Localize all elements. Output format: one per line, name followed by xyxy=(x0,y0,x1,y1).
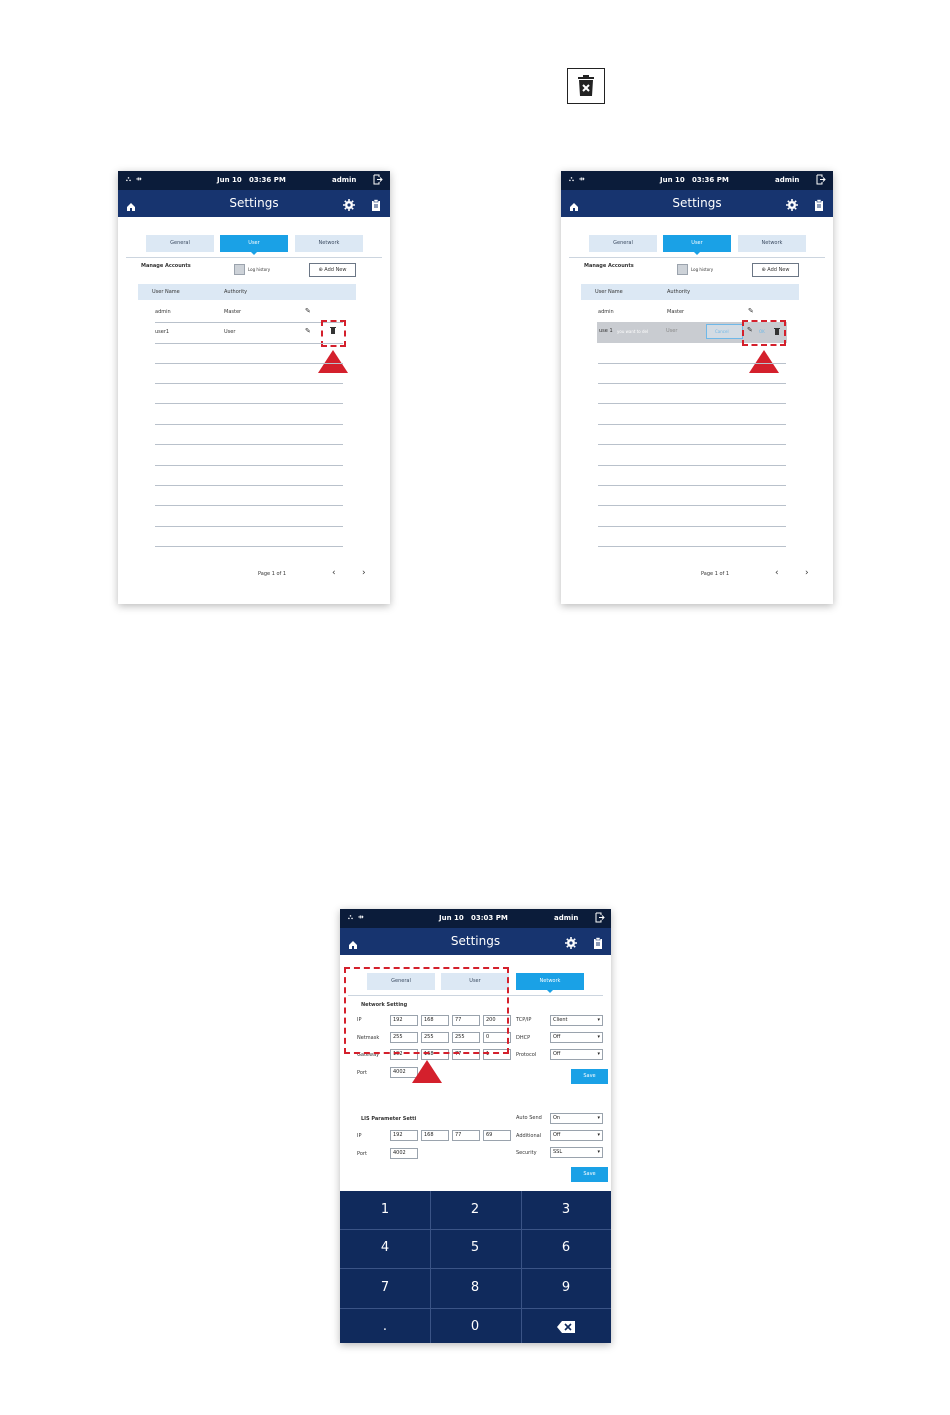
next-page-button[interactable]: › xyxy=(362,568,366,578)
gateway-field-4[interactable]: 1 xyxy=(483,1049,511,1060)
row-divider xyxy=(598,444,786,445)
tab-user[interactable]: User xyxy=(441,973,509,990)
network-icon: ⛬ xyxy=(348,913,353,921)
tcp-select[interactable]: Client ▾ xyxy=(550,1015,603,1026)
backspace-icon[interactable] xyxy=(521,1308,611,1343)
network-section-title: Network Setting xyxy=(361,1002,408,1008)
network-icon: ⛬ xyxy=(569,175,574,183)
lis-ip-field-3[interactable]: 77 xyxy=(452,1130,480,1141)
ip-field-2[interactable]: 168 xyxy=(421,1015,449,1026)
add-user-icon: ⊕ xyxy=(318,267,325,273)
usb-icon: ⇸ xyxy=(357,913,364,921)
gear-icon[interactable] xyxy=(343,196,355,215)
clipboard-icon[interactable] xyxy=(814,196,824,215)
tab-network[interactable]: Network xyxy=(516,973,584,990)
logout-icon[interactable] xyxy=(816,174,826,187)
status-date: Jun 10 xyxy=(439,914,464,922)
row-divider xyxy=(598,363,786,364)
col-authority: Authority xyxy=(667,289,691,295)
log-history-checkbox[interactable] xyxy=(234,264,245,275)
page-indicator: Page 1 of 1 xyxy=(258,571,287,577)
row-user-name: admin xyxy=(598,309,614,315)
confirm-authority: User xyxy=(666,328,678,334)
network-icon: ⛬ xyxy=(126,175,131,183)
row-authority: User xyxy=(224,329,236,335)
key-0[interactable]: 0 xyxy=(470,1319,480,1334)
lis-port-label: Port xyxy=(357,1151,367,1157)
status-bar xyxy=(561,171,833,190)
row-divider xyxy=(598,465,786,466)
row-divider xyxy=(598,485,786,486)
prev-page-button[interactable]: ‹ xyxy=(775,568,779,578)
numeric-keypad xyxy=(340,1191,611,1343)
section-title: Manage Accounts xyxy=(584,263,634,269)
netmask-field-4[interactable]: 0 xyxy=(483,1032,511,1043)
pointer-arrow xyxy=(749,350,779,373)
row-authority: Master xyxy=(224,309,242,315)
key-6[interactable]: 6 xyxy=(561,1240,571,1255)
status-bar xyxy=(340,909,611,928)
dhcp-label: DHCP xyxy=(516,1035,531,1041)
tab-general[interactable]: General xyxy=(367,973,435,990)
tab-network[interactable]: Network xyxy=(738,235,806,252)
prev-page-button[interactable]: ‹ xyxy=(332,568,336,578)
key-9[interactable]: 9 xyxy=(561,1280,571,1295)
gateway-field-3[interactable]: 77 xyxy=(452,1049,480,1060)
network-save-button[interactable]: Save xyxy=(571,1069,608,1084)
usb-icon: ⇸ xyxy=(135,175,142,183)
netmask-field-3[interactable]: 255 xyxy=(452,1032,480,1043)
netmask-field-1[interactable]: 255 xyxy=(390,1032,418,1043)
protocol-select[interactable]: Off ▾ xyxy=(550,1049,603,1060)
log-history-label: Log history xyxy=(248,267,271,272)
log-history-checkbox[interactable] xyxy=(677,264,688,275)
port-label: Port xyxy=(357,1070,367,1076)
status-user: admin xyxy=(332,176,357,184)
lis-ip-field-1[interactable]: 192 xyxy=(390,1130,418,1141)
additional-label: Additional xyxy=(516,1133,542,1139)
netmask-field-2[interactable]: 255 xyxy=(421,1032,449,1043)
status-time: 03:03 PM xyxy=(471,914,508,922)
row-divider xyxy=(598,546,786,547)
row-authority: Master xyxy=(667,309,685,315)
ip-field-4[interactable]: 200 xyxy=(483,1015,511,1026)
netmask-label: Netmask xyxy=(357,1035,380,1041)
status-user: admin xyxy=(775,176,800,184)
row-divider xyxy=(155,403,343,404)
dhcp-select[interactable]: Off ▾ xyxy=(550,1032,603,1043)
row-divider xyxy=(155,465,343,466)
row-divider xyxy=(155,343,343,344)
key-7[interactable]: 7 xyxy=(380,1280,390,1295)
key-1[interactable]: 1 xyxy=(380,1202,390,1217)
highlight-box xyxy=(344,967,509,1054)
next-page-button[interactable]: › xyxy=(805,568,809,578)
key-3[interactable]: 3 xyxy=(561,1202,571,1217)
highlight-box xyxy=(742,320,786,346)
lis-save-button[interactable]: Save xyxy=(571,1167,608,1182)
row-divider xyxy=(155,363,343,364)
protocol-label: Protocol xyxy=(516,1052,537,1058)
lis-ip-field-2[interactable]: 168 xyxy=(421,1130,449,1141)
ip-field-1[interactable]: 192 xyxy=(390,1015,418,1026)
gear-icon[interactable] xyxy=(565,934,577,953)
table-header xyxy=(138,284,356,300)
edit-icon[interactable]: ✎ xyxy=(305,327,311,335)
page-title: Settings xyxy=(229,196,279,210)
gateway-field-2[interactable]: 168 xyxy=(421,1049,449,1060)
row-divider xyxy=(155,424,343,425)
title-bar xyxy=(118,190,390,217)
edit-icon[interactable]: ✎ xyxy=(748,307,754,315)
user-delete-confirm-screen xyxy=(561,171,833,604)
port-field[interactable]: 4002 xyxy=(390,1067,418,1078)
ip-label: IP xyxy=(357,1017,362,1023)
status-user: admin xyxy=(554,914,579,922)
lis-ip-label: IP xyxy=(357,1133,362,1139)
page-title: Settings xyxy=(672,196,722,210)
col-user-name: User Name xyxy=(152,289,180,295)
tab-divider xyxy=(126,257,382,258)
page-indicator: Page 1 of 1 xyxy=(701,571,730,577)
row-divider xyxy=(155,444,343,445)
logout-icon[interactable] xyxy=(595,912,605,925)
status-bar xyxy=(118,171,390,190)
tcp-label: TCP/IP xyxy=(516,1017,532,1023)
lis-port-field[interactable]: 4002 xyxy=(390,1148,418,1159)
clipboard-icon[interactable] xyxy=(371,196,381,215)
security-label: Security xyxy=(516,1150,537,1156)
section-title: Manage Accounts xyxy=(141,263,191,269)
pointer-arrow xyxy=(412,1060,442,1083)
logout-icon[interactable] xyxy=(373,174,383,187)
network-settings-screen xyxy=(340,909,611,1343)
tab-divider xyxy=(569,257,825,258)
pointer-arrow xyxy=(318,350,348,373)
table-header xyxy=(581,284,799,300)
ip-field-3[interactable]: 77 xyxy=(452,1015,480,1026)
usb-icon: ⇸ xyxy=(578,175,585,183)
row-divider xyxy=(155,526,343,527)
title-bar xyxy=(561,190,833,217)
clipboard-icon[interactable] xyxy=(593,934,603,953)
title-bar xyxy=(340,928,611,955)
tab-general[interactable]: General xyxy=(589,235,657,252)
tab-network[interactable]: Network xyxy=(295,235,363,252)
row-divider xyxy=(155,485,343,486)
security-select[interactable]: SSL ▾ xyxy=(550,1147,603,1158)
col-authority: Authority xyxy=(224,289,248,295)
row-user-name: user1 xyxy=(155,329,170,335)
edit-icon[interactable]: ✎ xyxy=(747,326,753,334)
gateway-field-1[interactable]: 192 xyxy=(390,1049,418,1060)
row-divider xyxy=(155,546,343,547)
status-time: 03:36 PM xyxy=(692,176,729,184)
row-divider xyxy=(155,383,343,384)
tab-general[interactable]: General xyxy=(146,235,214,252)
col-user-name: User Name xyxy=(595,289,623,295)
row-divider xyxy=(598,403,786,404)
row-user-name: admin xyxy=(155,309,171,315)
lis-ip-field-4[interactable]: 69 xyxy=(483,1130,511,1141)
row-divider xyxy=(598,526,786,527)
additional-select[interactable]: Off ▾ xyxy=(550,1130,603,1141)
confirm-user-name: use 1 xyxy=(599,328,613,334)
confirm-message: you want to del xyxy=(617,329,649,334)
add-user-icon: ⊕ xyxy=(761,267,768,273)
delete-user-icon xyxy=(567,68,605,104)
key-8[interactable]: 8 xyxy=(470,1280,480,1295)
add-new-button[interactable]: ⊕ Add New xyxy=(309,263,356,277)
key-2[interactable]: 2 xyxy=(470,1202,480,1217)
row-divider xyxy=(155,322,343,323)
row-divider xyxy=(598,383,786,384)
row-divider xyxy=(598,424,786,425)
tab-user[interactable]: User xyxy=(663,235,731,252)
tab-user[interactable]: User xyxy=(220,235,288,252)
row-divider xyxy=(598,505,786,506)
key-dot[interactable]: . xyxy=(382,1319,388,1334)
log-history-label: Log history xyxy=(691,267,714,272)
lis-section-title: LIS Parameter Setti xyxy=(361,1116,417,1122)
user-settings-screen xyxy=(118,171,390,604)
gateway-label: Gateway xyxy=(357,1052,380,1058)
key-5[interactable]: 5 xyxy=(470,1240,480,1255)
status-date: Jun 10 xyxy=(660,176,685,184)
key-4[interactable]: 4 xyxy=(380,1240,390,1255)
gear-icon[interactable] xyxy=(786,196,798,215)
auto-send-label: Auto Send xyxy=(516,1115,542,1121)
row-divider xyxy=(155,505,343,506)
status-date: Jun 10 xyxy=(217,176,242,184)
auto-send-select[interactable]: On ▾ xyxy=(550,1113,603,1124)
page-title: Settings xyxy=(450,934,501,948)
confirm-ok-label[interactable]: OK xyxy=(759,329,765,334)
status-time: 03:36 PM xyxy=(249,176,286,184)
cancel-button[interactable]: Cancel xyxy=(706,324,743,339)
add-new-button[interactable]: ⊕ Add New xyxy=(752,263,799,277)
edit-icon[interactable]: ✎ xyxy=(305,307,311,315)
